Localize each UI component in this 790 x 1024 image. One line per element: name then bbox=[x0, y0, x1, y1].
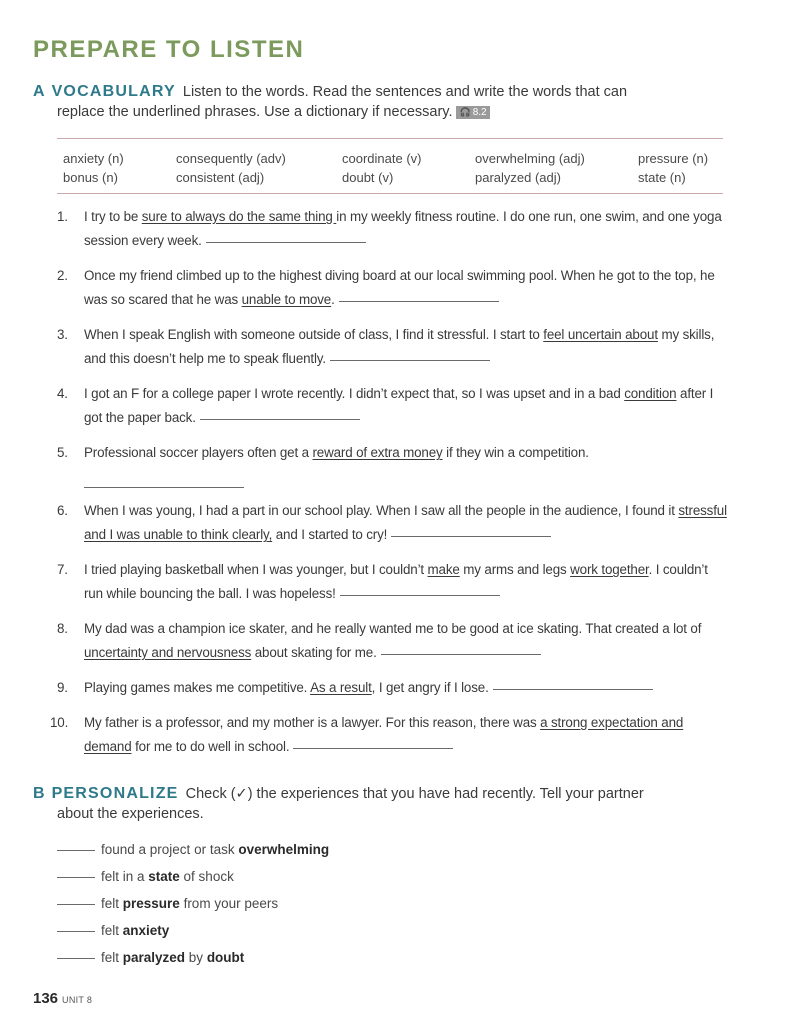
vocab-term: state bbox=[148, 869, 180, 884]
answer-blank[interactable] bbox=[391, 535, 551, 537]
headphones-icon: 🎧 bbox=[459, 107, 471, 117]
exercise-items bbox=[50, 205, 727, 770]
vocab-word: pressure (n) bbox=[638, 151, 709, 166]
section-b-instruction: Check (✓) the experiences that you have had recently. Tell your partner bbox=[185, 786, 644, 802]
section-a-label: VOCABULARY bbox=[51, 83, 176, 100]
checklist-item bbox=[57, 836, 329, 863]
unit-label: UNIT 8 bbox=[62, 995, 93, 1005]
vocabulary-word-box bbox=[57, 138, 723, 194]
vocab-column bbox=[63, 149, 124, 187]
answer-blank[interactable] bbox=[330, 359, 490, 361]
answer-blank[interactable] bbox=[381, 653, 541, 655]
sentence-text: When I speak English with someone outside of class, I find it stressful. I start to bbox=[84, 327, 544, 342]
vocab-word: consistent (adj) bbox=[176, 170, 265, 185]
section-b-label: PERSONALIZE bbox=[51, 785, 179, 802]
item-number: 1. bbox=[57, 209, 68, 224]
section-a-letter: A bbox=[33, 83, 46, 100]
sentence-text: . I couldn’t run while bouncing the ball. I was hopeless! bbox=[84, 562, 708, 601]
sentence-text: My dad was a champion ice skater, and he really wanted me to be good at ice skating. That created a lot of bbox=[84, 621, 702, 636]
check-blank[interactable] bbox=[57, 958, 95, 959]
section-b-header bbox=[33, 784, 723, 824]
vocab-column bbox=[342, 149, 421, 187]
section-b-letter: B bbox=[33, 785, 46, 802]
section-a-instruction: Listen to the words. Read the sentences and write the words that can bbox=[182, 84, 628, 100]
checklist-text: of shock bbox=[179, 869, 234, 884]
answer-blank[interactable] bbox=[339, 300, 499, 302]
vocab-word: bonus (n) bbox=[63, 170, 118, 185]
underlined-phrase: As a result bbox=[310, 680, 372, 695]
exercise-item bbox=[57, 499, 727, 547]
exercise-item bbox=[57, 323, 727, 371]
exercise-item bbox=[57, 558, 727, 606]
checklist-item bbox=[57, 863, 329, 890]
page-footer bbox=[33, 990, 92, 1008]
vocab-term: paralyzed bbox=[122, 950, 186, 965]
item-number: 7. bbox=[57, 562, 68, 577]
checklist-text: by bbox=[185, 950, 207, 965]
underlined-phrase: condition bbox=[624, 386, 677, 401]
section-a-header bbox=[33, 82, 723, 122]
item-number: 10. bbox=[50, 715, 69, 730]
item-number: 3. bbox=[57, 327, 68, 342]
underlined-phrase: feel uncertain about bbox=[543, 327, 658, 342]
vocab-term: overwhelming bbox=[238, 842, 330, 857]
underlined-phrase: unable to move bbox=[241, 292, 332, 307]
sentence-text: I got an F for a college paper I wrote recently. I didn’t expect that, so I was upset and in a bad bbox=[84, 386, 625, 401]
sentence-text: When I was young, I had a part in our school play. When I saw all the people in the audience, I found it bbox=[84, 503, 679, 518]
page-title: PREPARE TO LISTEN bbox=[33, 36, 305, 63]
check-blank[interactable] bbox=[57, 931, 95, 932]
answer-blank[interactable] bbox=[206, 241, 366, 243]
sentence-text: if they win a competition. bbox=[442, 445, 589, 460]
checklist-text: felt bbox=[101, 923, 123, 938]
sentence-text: and I started to cry! bbox=[272, 527, 388, 542]
underlined-phrase: sure to always do the same thing bbox=[141, 209, 337, 224]
sentence-text: my arms and legs bbox=[459, 562, 571, 577]
vocab-word: paralyzed (adj) bbox=[475, 170, 561, 185]
underlined-phrase: reward of extra money bbox=[312, 445, 443, 460]
sentence-text: I tried playing basketball when I was younger, but I couldn’t bbox=[84, 562, 428, 577]
vocab-word: anxiety (n) bbox=[63, 151, 124, 166]
sentence-text: My father is a professor, and my mother is a lawyer. For this reason, there was bbox=[84, 715, 541, 730]
sentence-text: for me to do well in school. bbox=[131, 739, 290, 754]
sentence-text: , I get angry if I lose. bbox=[371, 680, 489, 695]
check-blank[interactable] bbox=[57, 850, 95, 851]
vocab-term: doubt bbox=[206, 950, 245, 965]
item-number: 9. bbox=[57, 680, 68, 695]
checklist-text: felt in a bbox=[101, 869, 149, 884]
sentence-text: Once my friend climbed up to the highest diving board at our local swimming pool. When he got to the top, he was so scared that he was bbox=[84, 268, 715, 307]
sentence-text: Professional soccer players often get a bbox=[84, 445, 313, 460]
exercise-item bbox=[57, 617, 727, 665]
vocab-column bbox=[475, 149, 585, 187]
checklist-text: found a project or task bbox=[101, 842, 239, 857]
checklist-text: from your peers bbox=[179, 896, 279, 911]
exercise-item bbox=[57, 264, 727, 312]
vocab-word: consequently (adv) bbox=[176, 151, 286, 166]
page-number: 136 bbox=[33, 990, 59, 1007]
vocab-word: overwhelming (adj) bbox=[475, 151, 585, 166]
checklist-text: felt bbox=[101, 950, 123, 965]
item-number: 8. bbox=[57, 621, 68, 636]
exercise-item bbox=[57, 676, 727, 700]
vocab-word: doubt (v) bbox=[342, 170, 394, 185]
answer-blank[interactable] bbox=[84, 487, 244, 488]
vocab-term: pressure bbox=[122, 896, 180, 911]
vocab-column bbox=[176, 149, 286, 187]
checklist-item bbox=[57, 944, 329, 971]
sentence-text: . bbox=[331, 292, 335, 307]
exercise-item bbox=[50, 711, 727, 759]
audio-track-badge[interactable] bbox=[456, 106, 489, 119]
checklist-item bbox=[57, 890, 329, 917]
experience-checklist bbox=[57, 836, 329, 971]
checklist-item bbox=[57, 917, 329, 944]
underlined-phrase: work together bbox=[570, 562, 649, 577]
item-number: 5. bbox=[57, 445, 68, 460]
sentence-text: Playing games makes me competitive. bbox=[84, 680, 311, 695]
checklist-text: felt bbox=[101, 896, 123, 911]
sentence-text: in my weekly fitness routine. I do one run, one swim, and one yoga session every week. bbox=[84, 209, 722, 248]
section-b-instruction-cont: about the experiences. bbox=[57, 806, 204, 822]
underlined-phrase: stressful and I was unable to think clearly, bbox=[84, 503, 727, 542]
answer-blank[interactable] bbox=[200, 418, 360, 420]
sentence-text: after I got the paper back. bbox=[84, 386, 714, 425]
vocab-word: coordinate (v) bbox=[342, 151, 422, 166]
section-a-instruction-cont: replace the underlined phrases. Use a dictionary if necessary. bbox=[57, 104, 453, 120]
underlined-phrase: a strong expectation and demand bbox=[84, 715, 684, 754]
underlined-phrase: make bbox=[427, 562, 460, 577]
audio-track-number: 8.2 bbox=[472, 107, 487, 118]
sentence-text: my skills, and this doesn’t help me to speak fluently. bbox=[84, 327, 715, 366]
exercise-item bbox=[57, 382, 727, 430]
vocab-term: anxiety bbox=[122, 923, 170, 938]
sentence-text: about skating for me. bbox=[251, 645, 377, 660]
answer-blank[interactable] bbox=[493, 688, 653, 690]
exercise-item bbox=[57, 441, 727, 488]
underlined-phrase: uncertainty and nervousness bbox=[84, 645, 252, 660]
vocab-column bbox=[638, 149, 708, 187]
item-number: 6. bbox=[57, 503, 68, 518]
answer-blank[interactable] bbox=[293, 747, 453, 749]
vocab-word: state (n) bbox=[638, 170, 686, 185]
item-number: 2. bbox=[57, 268, 68, 283]
check-blank[interactable] bbox=[57, 904, 95, 905]
sentence-text: I try to be bbox=[84, 209, 142, 224]
answer-blank[interactable] bbox=[340, 594, 500, 596]
exercise-item bbox=[57, 205, 727, 253]
item-number: 4. bbox=[57, 386, 68, 401]
check-blank[interactable] bbox=[57, 877, 95, 878]
